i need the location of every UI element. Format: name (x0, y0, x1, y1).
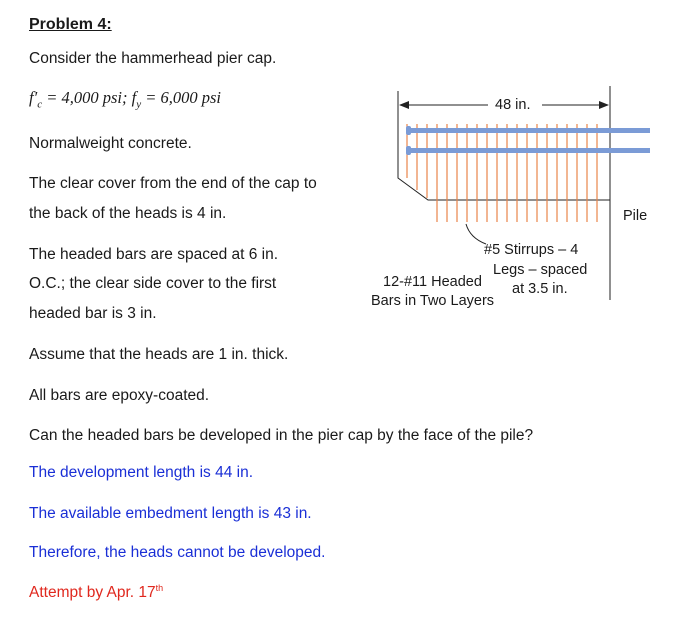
dimension-label: 48 in. (495, 97, 531, 113)
stirrups-label-2: Legs – spaced (493, 262, 588, 278)
bar-head-top (406, 126, 411, 135)
epoxy-text: All bars are epoxy-coated. (29, 387, 210, 404)
pile-label: Pile (623, 208, 648, 224)
answer-2: The available embedment length is 43 in. (29, 505, 312, 522)
bar-head-bottom (406, 146, 411, 155)
problem-title: Problem 4: (29, 16, 112, 33)
bars-label-1: 12-#11 Headed (383, 274, 482, 290)
fy-label: f (131, 88, 137, 107)
stirrups-label-1: #5 Stirrups – 4 (484, 242, 579, 258)
spacing-line-2: O.C.; the clear side cover to the first (29, 275, 277, 292)
headed-bar-top (410, 128, 650, 133)
question-text: Can the headed bars be developed in the pier cap by the face of the pile? (29, 427, 534, 444)
concrete-text: Normalweight concrete. (29, 135, 192, 152)
heads-text: Assume that the heads are 1 in. thick. (29, 346, 289, 363)
bars-label-2: Bars in Two Layers (371, 293, 495, 309)
stirrup-leader (466, 224, 486, 244)
stirrups-label-3: at 3.5 in. (512, 281, 568, 297)
spacing-line-1: The headed bars are spaced at 6 in. (29, 246, 279, 263)
answer-3: Therefore, the heads cannot be developed. (29, 544, 326, 561)
deadline-sup: th (155, 583, 164, 593)
headed-bar-bottom (410, 148, 650, 153)
fc-sub: c (37, 98, 43, 111)
deadline-main: Attempt by Apr. 17 (29, 584, 156, 601)
fy-value: = 6,000 psi (141, 88, 221, 107)
fy-sub: y (136, 98, 142, 111)
headed-bars (406, 126, 650, 155)
spacing-line-3: headed bar is 3 in. (29, 305, 157, 322)
stirrups (407, 124, 597, 222)
intro-text: Consider the hammerhead pier cap. (29, 50, 277, 67)
answer-1: The development length is 44 in. (29, 464, 254, 481)
cover-line-1: The clear cover from the end of the cap to (29, 175, 317, 192)
cover-line-2: the back of the heads is 4 in. (29, 205, 227, 222)
fc-label: f′ (29, 88, 38, 107)
fc-value: = 4,000 psi; (42, 88, 132, 107)
